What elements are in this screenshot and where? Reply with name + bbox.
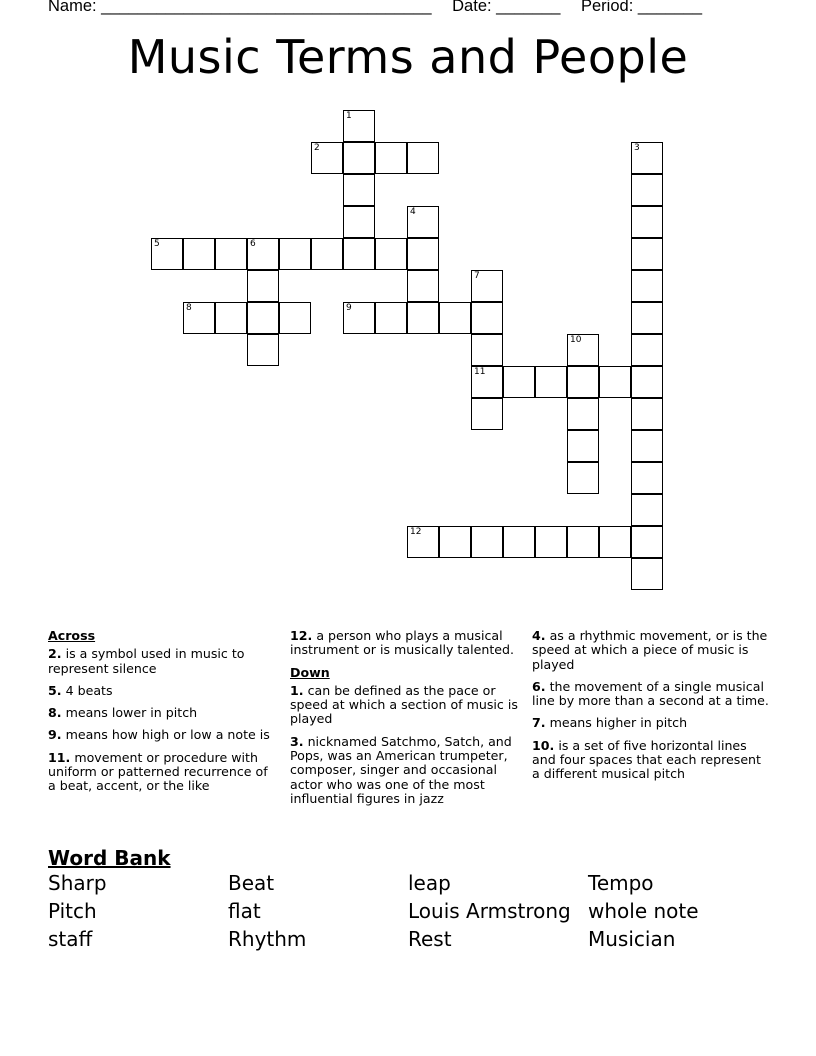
clue-down-1: 1. can be defined as the pace or speed at which a section of music is played <box>290 682 518 727</box>
crossword-cell[interactable] <box>631 142 663 174</box>
cell-number: 2 <box>314 143 320 153</box>
crossword-cell[interactable] <box>503 366 535 398</box>
crossword-cell[interactable] <box>631 174 663 206</box>
crossword-cell[interactable] <box>375 142 407 174</box>
crossword-cell[interactable] <box>631 430 663 462</box>
crossword-cell[interactable] <box>343 174 375 206</box>
crossword-cell[interactable] <box>471 334 503 366</box>
crossword-cell[interactable] <box>311 142 343 174</box>
crossword-cell[interactable] <box>631 558 663 590</box>
crossword-cell[interactable] <box>567 398 599 430</box>
crossword-cell[interactable] <box>631 238 663 270</box>
crossword-cell[interactable] <box>151 238 183 270</box>
date-field-label: Date: _______ <box>452 0 561 15</box>
word-bank-item: Louis Armstrong <box>408 899 571 923</box>
clue-across-5: 5. 4 beats <box>48 682 113 698</box>
crossword-cell[interactable] <box>471 270 503 302</box>
crossword-cell[interactable] <box>567 334 599 366</box>
down-heading: Down <box>290 664 330 680</box>
clues-column-3 <box>532 629 772 790</box>
crossword-cell[interactable] <box>631 206 663 238</box>
crossword-cell[interactable] <box>631 398 663 430</box>
crossword-cell[interactable] <box>631 462 663 494</box>
word-bank-item: leap <box>408 871 451 895</box>
crossword-cell[interactable] <box>471 398 503 430</box>
word-bank-item: Tempo <box>588 871 654 895</box>
word-bank <box>48 872 768 950</box>
clue-across-2: 2. is a symbol used in music to represent silence <box>48 646 245 676</box>
cell-number: 9 <box>346 303 352 313</box>
crossword-cell[interactable] <box>503 526 535 558</box>
crossword-cell[interactable] <box>247 238 279 270</box>
word-bank-item: Pitch <box>48 899 97 923</box>
crossword-cell[interactable] <box>247 302 279 334</box>
clues-column-1 <box>48 629 273 802</box>
crossword-cell[interactable] <box>471 366 503 398</box>
crossword-cell[interactable] <box>343 302 375 334</box>
crossword-cell[interactable] <box>215 238 247 270</box>
crossword-cell[interactable] <box>183 302 215 334</box>
crossword-cell[interactable] <box>407 270 439 302</box>
clue-down-6: 6. the movement of a single musical line by more than a second at a time. <box>532 678 769 709</box>
crossword-cell[interactable] <box>631 302 663 334</box>
word-bank-item: staff <box>48 927 93 951</box>
crossword-cell[interactable] <box>407 142 439 174</box>
crossword-cell[interactable] <box>407 526 439 558</box>
crossword-cell[interactable] <box>183 238 215 270</box>
crossword-cell[interactable] <box>567 430 599 462</box>
word-bank-item: Sharp <box>48 871 107 895</box>
crossword-cell[interactable] <box>631 270 663 302</box>
crossword-cell[interactable] <box>535 526 567 558</box>
cell-number: 6 <box>250 239 256 249</box>
word-bank-item: Musician <box>588 927 676 951</box>
across-heading: Across <box>48 628 96 643</box>
cell-number: 12 <box>410 527 422 537</box>
crossword-cell[interactable] <box>343 206 375 238</box>
word-bank-heading: Word Bank <box>48 846 171 870</box>
cell-number: 11 <box>474 367 486 377</box>
clue-down-3: 3. nicknamed Satchmo, Satch, and Pops, was an American trumpeter, composer, singer and occasional actor who was one of the most influential figures in jazz <box>290 733 512 806</box>
page-title: Music Terms and People <box>127 30 689 84</box>
crossword-cell[interactable] <box>215 302 247 334</box>
crossword-cell[interactable] <box>375 238 407 270</box>
crossword-cell[interactable] <box>631 526 663 558</box>
crossword-cell[interactable] <box>439 526 471 558</box>
cell-number: 4 <box>410 207 416 217</box>
crossword-cell[interactable] <box>343 238 375 270</box>
crossword-cell[interactable] <box>471 526 503 558</box>
crossword-cell[interactable] <box>311 238 343 270</box>
cell-number: 7 <box>474 271 480 281</box>
word-bank-item: flat <box>228 899 261 923</box>
crossword-cell[interactable] <box>343 110 375 142</box>
name-field-label: Name: ____________________________________ <box>48 0 432 15</box>
clue-down-7: 7. means higher in pitch <box>532 715 688 731</box>
crossword-cell[interactable] <box>439 302 471 334</box>
clues-column-2 <box>290 629 525 814</box>
crossword-cell[interactable] <box>567 462 599 494</box>
crossword-cell[interactable] <box>471 302 503 334</box>
word-bank-item: Rest <box>408 927 452 951</box>
cell-number: 8 <box>186 303 192 313</box>
cell-number: 10 <box>570 335 582 345</box>
clue-down-10: 10. is a set of five horizontal lines and four spaces that each represent a different musical pitch <box>532 737 761 782</box>
crossword-cell[interactable] <box>407 206 439 238</box>
crossword-cell[interactable] <box>247 334 279 366</box>
crossword-cell[interactable] <box>407 302 439 334</box>
crossword-cell[interactable] <box>279 238 311 270</box>
crossword-cell[interactable] <box>247 270 279 302</box>
crossword-cell[interactable] <box>599 366 631 398</box>
crossword-cell[interactable] <box>631 366 663 398</box>
word-bank-item: Rhythm <box>228 927 307 951</box>
crossword-cell[interactable] <box>567 366 599 398</box>
crossword-cell[interactable] <box>535 366 567 398</box>
crossword-cell[interactable] <box>599 526 631 558</box>
crossword-cell[interactable] <box>279 302 311 334</box>
clue-across-9: 9. means how high or low a note is <box>48 727 270 743</box>
crossword-cell[interactable] <box>375 302 407 334</box>
crossword-cell[interactable] <box>343 142 375 174</box>
crossword-cell[interactable] <box>631 494 663 526</box>
clue-across-8: 8. means lower in pitch <box>48 705 198 721</box>
clue-across-12: 12. a person who plays a musical instrument or is musically talented. <box>290 628 515 658</box>
crossword-cell[interactable] <box>567 526 599 558</box>
crossword-cell[interactable] <box>407 238 439 270</box>
clue-down-4: 4. as a rhythmic movement, or is the speed at which a piece of music is played <box>532 628 768 672</box>
word-bank-item: whole note <box>588 899 699 923</box>
word-bank-item: Beat <box>228 871 275 895</box>
cell-number: 5 <box>154 239 160 249</box>
crossword-cell[interactable] <box>631 334 663 366</box>
cell-number: 3 <box>634 143 640 153</box>
clue-across-11: 11. movement or procedure with uniform or patterned recurrence of a beat, accent, or the like <box>48 749 268 794</box>
period-field-label: Period: _______ <box>581 0 703 15</box>
cell-number: 1 <box>346 111 352 121</box>
